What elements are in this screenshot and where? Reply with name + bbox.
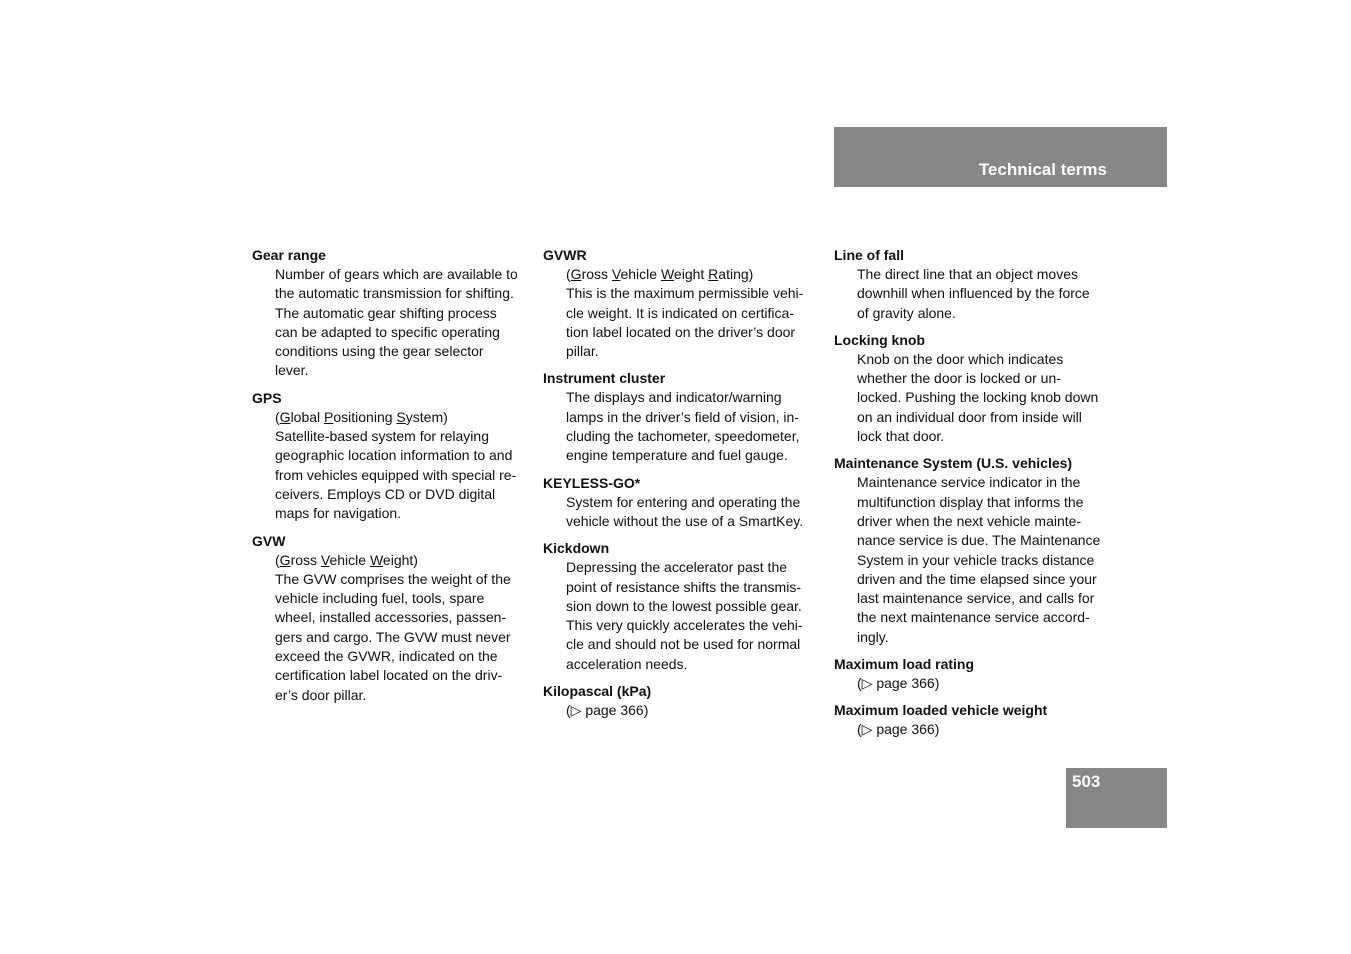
- acronym-text: (: [566, 266, 571, 282]
- definition-line: The GVW comprises the weight of the: [275, 570, 511, 587]
- definition-line: The automatic gear shifting process: [275, 304, 497, 321]
- glossary-entry: [834, 655, 1114, 693]
- glossary-entry: [543, 682, 823, 720]
- definition-line: driver when the next vehicle mainte-: [857, 512, 1082, 529]
- definition-line: Satellite-based system for relaying: [275, 428, 489, 445]
- definition-line: The direct line that an object moves: [857, 266, 1079, 282]
- definition-line: Maintenance service indicator in the: [857, 474, 1081, 491]
- glossary-entry: [543, 474, 823, 532]
- definition-line: This is the maximum permissible vehi-: [566, 285, 804, 302]
- acronym-text: eight): [382, 551, 418, 568]
- acronym-letter: S: [396, 408, 406, 425]
- glossary-definition: [857, 473, 1109, 647]
- glossary-entry: [543, 539, 823, 674]
- glossary-term: Instrument cluster: [543, 370, 666, 387]
- definition-line: (▷ page 366): [566, 702, 649, 719]
- definition-line: point of resistance shifts the transmis-: [566, 578, 801, 595]
- definition-line: This very quickly accelerates the vehi-: [566, 617, 803, 634]
- definition-line: wheel, installed accessories, passen-: [275, 609, 507, 626]
- acronym-text: ystem): [405, 408, 448, 425]
- glossary-definition: [566, 493, 818, 532]
- glossary-term: GVWR: [543, 247, 587, 263]
- definition-line: conditions using the gear selector: [275, 343, 484, 360]
- definition-line: cle and should not be used for normal: [566, 636, 801, 653]
- definition-line: lever.: [275, 362, 309, 379]
- glossary-term: GPS: [252, 389, 282, 406]
- definition-line: the next maintenance service accord-: [857, 609, 1090, 626]
- definition-line: whether the door is locked or un-: [857, 370, 1061, 387]
- definition-line: (▷ page 366): [857, 675, 940, 692]
- glossary-definition: [857, 720, 1109, 739]
- glossary-term: Gear range: [252, 247, 326, 263]
- glossary-term: Kilopascal (kPa): [543, 683, 652, 700]
- definition-line: pillar.: [566, 343, 599, 360]
- glossary-definition: [566, 388, 818, 465]
- acronym-text: lobal: [290, 408, 325, 425]
- glossary-entry: [834, 246, 1114, 323]
- acronym-text: (: [275, 408, 280, 425]
- acronym-letter: W: [660, 266, 674, 282]
- definition-line: vehicle including fuel, tools, spare: [275, 590, 485, 607]
- page-number: 503: [1072, 772, 1101, 791]
- definition-line: last maintenance service, and calls for: [857, 590, 1095, 607]
- definition-line: Number of gears which are available to: [275, 266, 518, 282]
- glossary-definition: [275, 408, 527, 524]
- glossary-term: Maintenance System (U.S. vehicles): [834, 455, 1073, 472]
- section-title: Technical terms: [978, 160, 1107, 179]
- acronym-letter: P: [324, 408, 334, 425]
- definition-line: multifunction display that informs the: [857, 493, 1084, 510]
- definition-line: nance service is due. The Maintenance: [857, 532, 1101, 549]
- glossary-term: Kickdown: [543, 540, 610, 557]
- definition-line: downhill when influenced by the force: [857, 285, 1090, 302]
- acronym-text: ross: [581, 266, 612, 282]
- definition-line: acceleration needs.: [566, 655, 688, 672]
- definition-line: er’s door pillar.: [275, 686, 367, 703]
- definition-line: Knob on the door which indicates: [857, 350, 1064, 367]
- acronym-letter: R: [708, 266, 719, 282]
- glossary-definition: [857, 265, 1109, 323]
- definition-line: vehicle without the use of a SmartKey.: [566, 512, 804, 529]
- acronym-text: ating): [718, 266, 754, 282]
- acronym-text: eight: [673, 266, 709, 282]
- definition-line: locked. Pushing the locking knob down: [857, 389, 1099, 406]
- page-number-badge: [1066, 768, 1167, 828]
- glossary-entry: [252, 246, 532, 381]
- definition-line: ceivers. Employs CD or DVD digital: [275, 485, 496, 502]
- acronym-letter: W: [369, 551, 383, 568]
- glossary-term: KEYLESS-GO*: [543, 474, 641, 491]
- acronym-letter: V: [611, 266, 621, 282]
- section-header-bar: [834, 127, 1167, 187]
- acronym-letter: V: [320, 551, 330, 568]
- acronym-text: ehicle: [620, 266, 661, 282]
- definition-line: The displays and indicator/warning: [566, 389, 782, 406]
- glossary-term: Locking knob: [834, 331, 925, 348]
- definition-line: from vehicles equipped with special re-: [275, 466, 517, 483]
- glossary-definition: [275, 265, 527, 381]
- definition-line: gers and cargo. The GVW must never: [275, 628, 511, 645]
- definition-line: tion label located on the driver’s door: [566, 323, 796, 340]
- acronym-expansion: [275, 408, 527, 427]
- glossary-definition: [566, 701, 818, 720]
- definition-line: certification label located on the driv-: [275, 667, 503, 684]
- acronym-text: ross: [290, 551, 321, 568]
- acronym-expansion: [566, 265, 818, 284]
- definition-line: can be adapted to specific operating: [275, 323, 500, 340]
- definition-line: System for entering and operating the: [566, 493, 801, 510]
- definition-line: on an individual door from inside will: [857, 408, 1082, 425]
- acronym-text: ehicle: [329, 551, 370, 568]
- definition-line: maps for navigation.: [275, 505, 402, 522]
- glossary-definition: [566, 265, 818, 361]
- glossary-column-2: [543, 246, 823, 728]
- glossary-term: Maximum load rating: [834, 656, 975, 673]
- definition-line: cluding the tachometer, speedometer,: [566, 428, 800, 445]
- definition-line: of gravity alone.: [857, 304, 956, 321]
- definition-line: sion down to the lowest possible gear.: [566, 597, 802, 614]
- definition-line: cle weight. It is indicated on certifica-: [566, 304, 794, 321]
- definition-line: ingly.: [857, 628, 889, 645]
- definition-line: geographic location information to and: [275, 447, 513, 464]
- glossary-entry: [834, 331, 1114, 446]
- definition-line: lamps in the driver’s field of vision, in-: [566, 408, 799, 425]
- definition-line: exceed the GVWR, indicated on the: [275, 648, 498, 665]
- definition-line: the automatic transmission for shifting.: [275, 285, 514, 302]
- definition-line: (▷ page 366): [857, 721, 940, 738]
- glossary-column-3: [834, 246, 1114, 748]
- glossary-definition: [566, 558, 818, 674]
- acronym-expansion: [275, 551, 527, 570]
- glossary-entry: [543, 246, 823, 361]
- definition-line: engine temperature and fuel gauge.: [566, 447, 788, 464]
- definition-line: driven and the time elapsed since your: [857, 570, 1097, 587]
- glossary-term: GVW: [252, 532, 286, 549]
- acronym-letter: G: [570, 266, 582, 282]
- acronym-text: (: [275, 551, 280, 568]
- glossary-term: Maximum loaded vehicle weight: [834, 702, 1048, 719]
- acronym-text: ositioning: [333, 408, 397, 425]
- glossary-definition: [857, 350, 1109, 446]
- definition-line: System in your vehicle tracks distance: [857, 551, 1095, 568]
- glossary-entry: [252, 532, 532, 705]
- definition-line: Depressing the accelerator past the: [566, 559, 788, 576]
- acronym-letter: G: [279, 408, 291, 425]
- glossary-definition: [275, 551, 527, 705]
- definition-line: lock that door.: [857, 428, 945, 445]
- glossary-entry: [834, 454, 1114, 647]
- glossary-entry: [543, 369, 823, 465]
- glossary-definition: [857, 674, 1109, 693]
- glossary-column-1: [252, 246, 532, 713]
- glossary-entry: [834, 701, 1114, 739]
- glossary-entry: [252, 389, 532, 524]
- acronym-letter: G: [279, 551, 291, 568]
- glossary-term: Line of fall: [834, 247, 904, 263]
